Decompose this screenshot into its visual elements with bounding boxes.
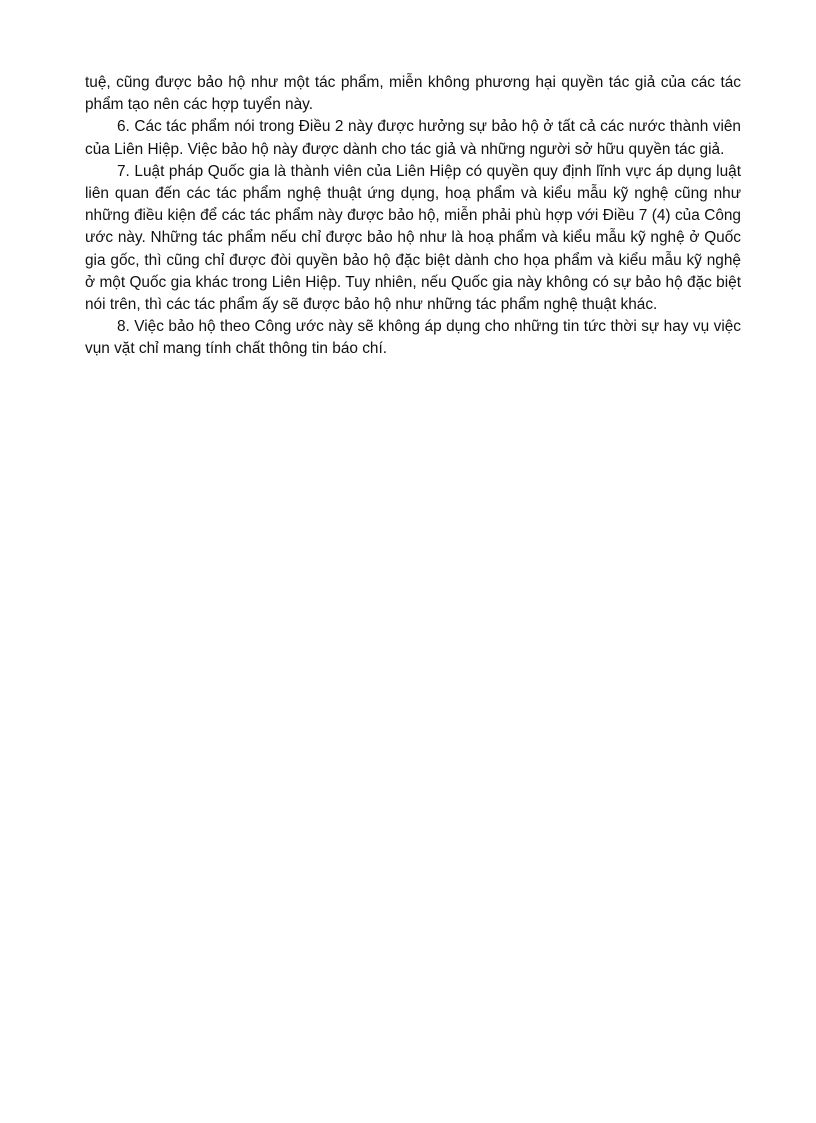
document-body — [85, 72, 741, 361]
paragraph-clause-6: 6. Các tác phẩm nói trong Điều 2 này được hưởng sự bảo hộ ở tất cả các nước thành viên của Liên Hiệp. Việc bảo hộ này được dành cho tác giả và những người sở hữu quyền tác giả. — [85, 118, 741, 158]
paragraph-clause-8: 8. Việc bảo hộ theo Công ước này sẽ không áp dụng cho những tin tức thời sự hay vụ việc vụn vặt chỉ mang tính chất thông tin báo chí. — [85, 318, 741, 358]
paragraph-continuation: tuệ, cũng được bảo hộ như một tác phẩm, miễn không phương hại quyền tác giả của các tác phẩm tạo nên các hợp tuyển này. — [85, 74, 741, 114]
paragraph-clause-7: 7. Luật pháp Quốc gia là thành viên của Liên Hiệp có quyền quy định lĩnh vực áp dụng luật liên quan đến các tác phẩm nghệ thuật ứng dụng, hoạ phẩm và kiểu mẫu kỹ nghệ cũng như những điều kiện để các tác phẩm này được bảo hộ, miễn phải phù hợp với Điều 7 (4) của Công ước này. Những tác phẩm nếu chỉ được bảo hộ như là hoạ phẩm và kiểu mẫu kỹ nghệ ở Quốc gia gốc, thì cũng chỉ được đòi quyền bảo hộ đặc biệt dành cho họa phẩm và kiểu mẫu kỹ nghệ ở một Quốc gia khác trong Liên Hiệp. Tuy nhiên, nếu Quốc gia này không có sự bảo hộ đặc biệt nói trên, thì các tác phẩm ấy sẽ được bảo hộ như những tác phẩm nghệ thuật khác. — [85, 162, 741, 314]
